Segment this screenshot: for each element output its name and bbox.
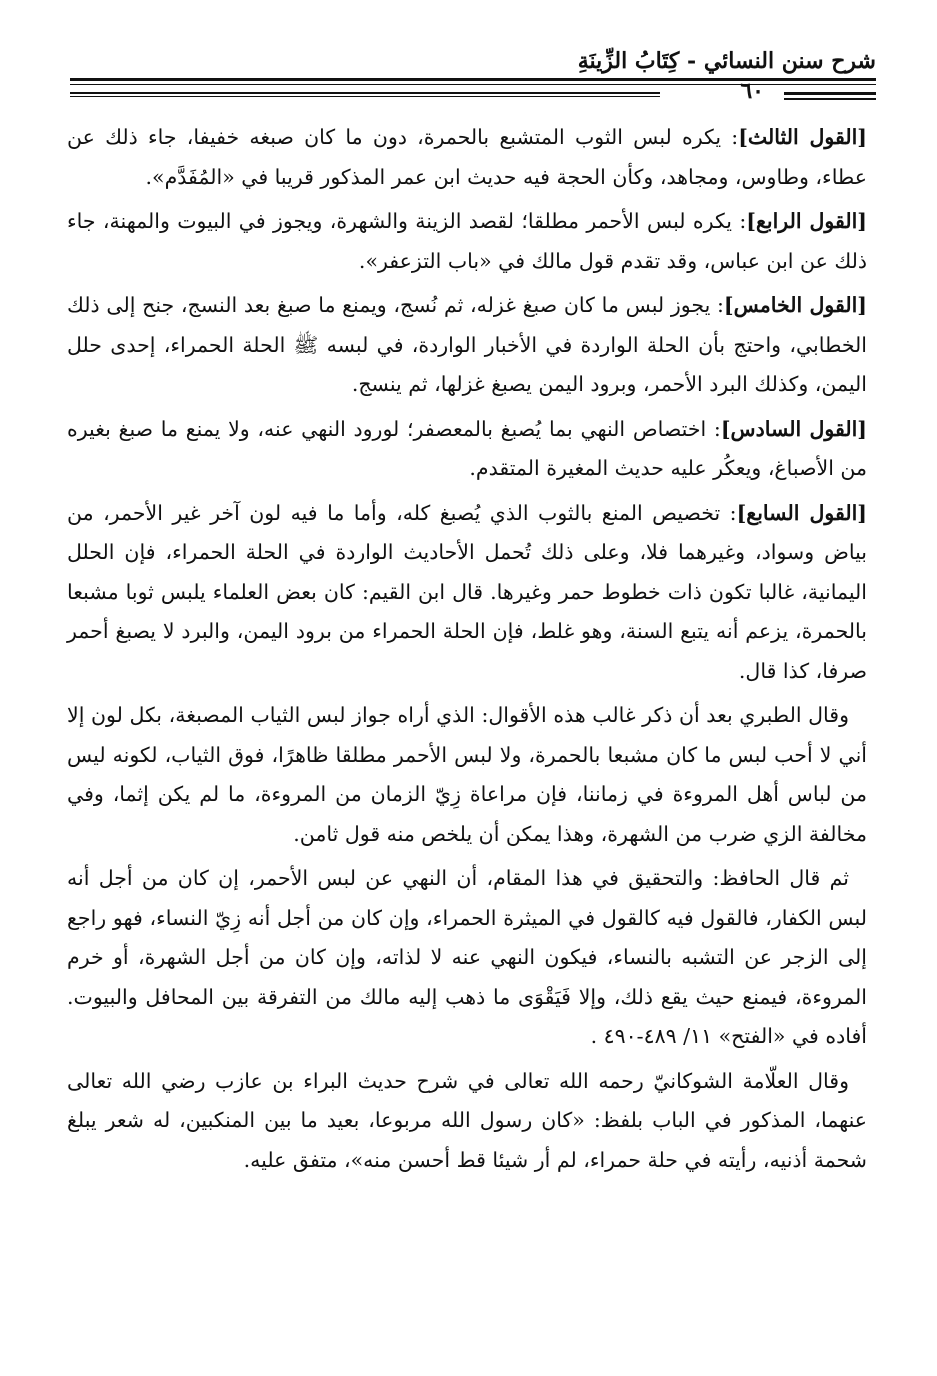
page-number: ٦٠ — [740, 78, 764, 104]
paragraph-tabari — [67, 696, 867, 854]
paragraph-opinion-7 — [67, 494, 867, 692]
header-rule-left — [70, 92, 660, 94]
paragraph-text: : يجوز لبس ما كان صبغ غزله، ثم نُسج، ويمنع ما صبغ بعد النسج، جنح إلى ذلك الخطابي، واحتج بأن الحلة الواردة في الأخبار الواردة، في لبسه ﷺ الحلة الحمراء، إحدى حلل اليمن، وكذلك البرد الأحمر، وبرود اليمن يصبغ غزلها، ثم ينسج. — [67, 293, 867, 396]
opinion-label: [القول الخامس] — [723, 293, 867, 317]
page-header — [70, 40, 876, 104]
paragraph-text: : تخصيص المنع بالثوب الذي يُصبغ كله، وأما ما فيه لون آخر غير الأحمر، من بياض وسواد، وغيرهما فلا، وعلى ذلك تُحمل الأحاديث الواردة في الحلة الحمراء، فإن الحلل اليمانية، غالبا تكون ذات خطوط حمر وغيرها. قال ابن القيم: كان بعض العلماء يلبس ثوبا مشبعا بالحمرة، يزعم أنه يتبع السنة، وهو غلط، فإن الحلة الحمراء من برود اليمن، والبرد لا يصبغ أحمر صرفا، كذا قال. — [67, 500, 867, 683]
paragraph-text: : يكره لبس الأحمر مطلقا؛ لقصد الزينة والشهرة، ويجوز في البيوت والمهنة، جاء ذلك عن ابن عباس، وقد تقدم قول مالك في «باب التزعفر». — [67, 209, 867, 273]
opinion-label: [القول الرابع] — [746, 209, 867, 233]
paragraph-hafiz — [67, 859, 867, 1057]
opinion-label: [القول الثالث] — [738, 125, 867, 149]
paragraph-opinion-6 — [67, 410, 867, 489]
opinion-label: [القول السادس] — [720, 416, 868, 441]
header-rule-right — [784, 92, 876, 95]
paragraph-text: : يكره لبس الثوب المتشبع بالحمرة، دون ما كان صبغه خفيفا، جاء ذلك عن عطاء، وطاوس، ومجاهد، وكأن الحجة فيه حديث ابن عمر المذكور قريبا في «المُفَدَّم». — [67, 125, 867, 189]
header-rule-left-thin — [70, 96, 660, 97]
paragraph-text: ثم قال الحافظ: والتحقيق في هذا المقام، أن النهي عن لبس الأحمر، إن كان من أجل أنه لبس الكفار، فالقول فيه كالقول في الميثرة الحمراء، وإن كان من أجل أنه زِيّ النساء، فهو راجع إلى الزجر عن التشبه بالنساء، فيكون النهي عنه لا لذاته، وإن كان من أجل الشهرة، أو خرم المروءة، فيمنع حيث يقع ذلك، وإلا فَيَقْوَى ما ذهب إليه مالك من التفرقة بين المحافل والبيوت. أفاده في «الفتح» ١١/ ٤٨٩-٤٩٠ . — [67, 866, 867, 1048]
paragraph-opinion-5 — [67, 286, 867, 405]
opinion-label: [القول السابع] — [736, 500, 867, 525]
paragraph-text: : اختصاص النهي بما يُصبغ بالمعصفر؛ لورود النهي عنه، ولا يمنع ما صبغ بغيره من الأصباغ، ويعكُر عليه حديث المغيرة المتقدم. — [67, 416, 867, 480]
paragraph-text: وقال العلّامة الشوكانيّ رحمه الله تعالى في شرح حديث البراء بن عازب رضي الله تعالى عنهما، المذكور في الباب بلفظ: «كان رسول الله مربوعا، بعيد ما بين المنكبين، له شعر يبلغ شحمة أذنيه، رأيته في حلة حمراء، لم أر شيئا قط أحسن منه»، متفق عليه. — [67, 1068, 867, 1172]
body-text — [67, 118, 867, 1185]
paragraph-text: وقال الطبري بعد أن ذكر غالب هذه الأقوال: الذي أراه جواز لبس الثياب المصبغة، بكل لون إلا أني لا أحب لبس ما كان مشبعا بالحمرة، ولا لبس الأحمر مطلقا ظاهرًا، فوق الثياب، لكونه ليس من لباس أهل المروءة في زماننا، فإن مراعاة زِيّ الزمان من المروءة، ما لم يكن إثما، وفي مخالفة الزي ضرب من الشهرة، وهذا يمكن أن يلخص منه قول ثامن. — [67, 703, 867, 846]
paragraph-opinion-4 — [67, 202, 867, 281]
paragraph-shawkani — [67, 1062, 867, 1181]
paragraph-opinion-3 — [67, 118, 867, 197]
running-title: شرح سنن النسائي - كِتَابُ الزِّينَةِ — [577, 48, 876, 74]
header-rule-right-thin — [784, 98, 876, 100]
